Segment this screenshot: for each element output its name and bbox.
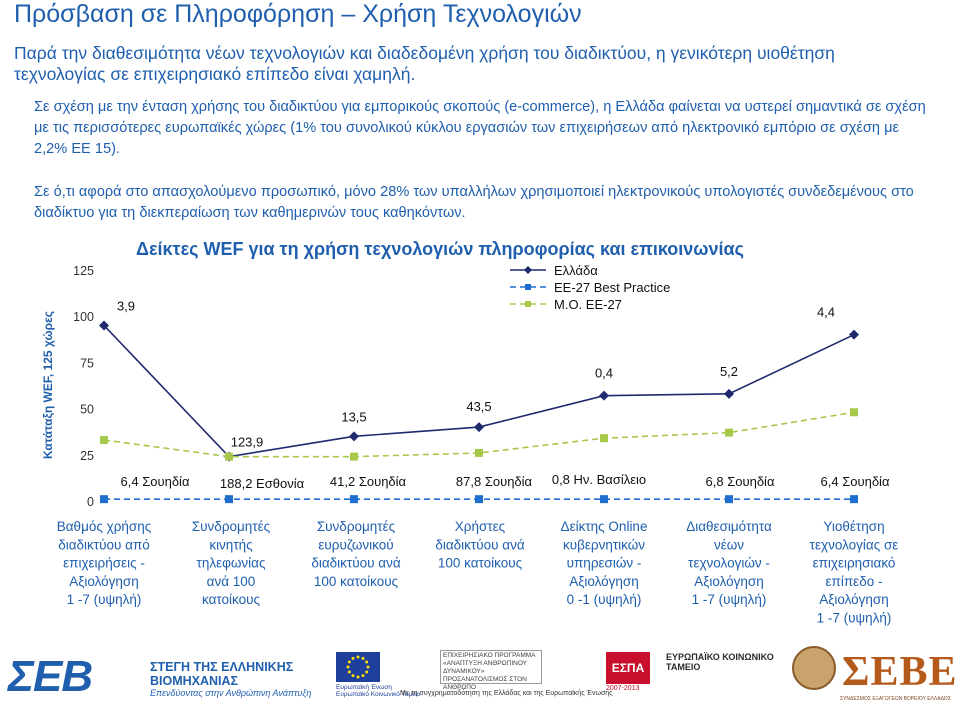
- series-point-3: [225, 453, 233, 461]
- category-label: 0 -1 (υψηλή): [566, 592, 642, 608]
- eu-star: [367, 666, 370, 669]
- eu-star: [362, 657, 365, 660]
- series-point-1: [724, 389, 734, 399]
- page-title: Πρόσβαση σε Πληροφόρηση – Χρήση Τεχνολογιών: [14, 0, 582, 28]
- eu-text-line-1: Ευρωπαϊκή Ένωση: [336, 684, 392, 691]
- category-label: Αξιολόγηση: [819, 592, 889, 608]
- series-point-2: [850, 495, 858, 503]
- page-subtitle: Παρά την διαθεσιμότητα νέων τεχνολογιών και διαδεδομένη χρήση του διαδικτύου, η γενικότερη υιοθέτηση τεχνολογίας σε επιχειρησιακό επίπεδο είναι χαμηλή.: [14, 43, 835, 84]
- y-tick-label: 50: [80, 402, 94, 417]
- eu-star: [352, 657, 355, 660]
- category-label: τεχνολογίας σε: [809, 537, 899, 553]
- series-point-2: [600, 495, 608, 503]
- category-label: επίπεδο -: [825, 573, 883, 589]
- category-label: Αξιολόγηση: [569, 573, 639, 589]
- eu-star: [365, 671, 368, 674]
- category-label: διαδικτύου από: [58, 537, 150, 553]
- category-label: ευρυζωνικού: [318, 537, 394, 553]
- y-axis-label: Κατάταξη WEF, 125 χώρες: [41, 310, 55, 460]
- series-point-3: [725, 429, 733, 437]
- series-point-1: [474, 422, 484, 432]
- y-tick-label: 75: [80, 356, 94, 371]
- best-practice-label: 87,8 Σουηδία: [455, 474, 533, 489]
- greece-data-label: 43,5: [466, 399, 492, 415]
- best-practice-label: 6,4 Σουηδία: [820, 474, 890, 489]
- series-point-3: [850, 408, 858, 416]
- category-label: 1 -7 (υψηλή): [816, 610, 892, 626]
- category-label: Δείκτης Online: [560, 519, 648, 534]
- sebe-logo: ΣΕΒΕ: [842, 649, 958, 695]
- category-label: κυβερνητικών: [562, 537, 646, 553]
- category-label: Διαθεσιμότητα: [686, 519, 772, 534]
- legend-label: Ελλάδα: [554, 263, 598, 278]
- seb-text-line-2: ΒΙΟΜΗΧΑΝΙΑΣ: [150, 674, 239, 688]
- category-label: νέων: [713, 537, 745, 553]
- eu-star: [348, 671, 351, 674]
- category-label: διαδικτύου ανά: [311, 555, 401, 571]
- eu-star: [352, 674, 355, 677]
- legend-marker: [525, 301, 531, 307]
- best-practice-label: 41,2 Σουηδία: [329, 474, 407, 489]
- category-label: Αξιολόγηση: [694, 573, 764, 589]
- seb-tagline: Επενδύοντας στην Ανθρώπινη Ανάπτυξη: [150, 688, 312, 698]
- category-label: διαδικτύου ανά: [435, 537, 525, 553]
- greece-data-label: 123,9: [230, 434, 264, 450]
- category-label: κατοίκους: [201, 592, 261, 608]
- greece-data-label: 5,2: [719, 363, 739, 379]
- eu-star: [362, 674, 365, 677]
- category-label: Αξιολόγηση: [69, 573, 139, 589]
- y-tick-label: 125: [73, 264, 94, 278]
- esf-logo-text: ΕΥΡΩΠΑΪΚΟ ΚΟΙΝΩΝΙΚΟ ΤΑΜΕΙΟ: [666, 652, 774, 672]
- eu-star: [348, 661, 351, 664]
- sebe-subtitle: ΣΥΝΔΕΣΜΟΣ ΕΞΑΓΩΓΕΩΝ ΒΟΡΕΙΟΥ ΕΛΛΑΔΟΣ: [840, 696, 951, 702]
- category-label: κινητής: [209, 537, 253, 553]
- y-tick-label: 25: [80, 448, 94, 463]
- legend-marker: [525, 284, 531, 290]
- greece-data-label: 13,5: [341, 409, 367, 425]
- series-point-2: [475, 495, 483, 503]
- espa-logo: ΕΣΠΑ: [606, 652, 650, 684]
- category-label: Συνδρομητές: [316, 519, 396, 534]
- category-label: Χρήστες: [454, 519, 506, 534]
- seb-logo-text: [150, 660, 293, 688]
- category-label: Υιοθέτηση: [823, 519, 885, 534]
- eu-stars-icon: [336, 652, 380, 682]
- seb-logo: ΣΕΒ: [8, 652, 93, 701]
- category-label: Συνδρομητές: [191, 519, 271, 534]
- seb-text-line-1: ΣΤΕΓΗ ΤΗΣ ΕΛΛΗΝΙΚΗΣ: [150, 660, 294, 674]
- greece-data-label: 3,9: [116, 298, 136, 314]
- series-line-1: [104, 325, 854, 456]
- paragraph-ecommerce: Σε σχέση με την ένταση χρήσης του διαδικτύου για εμπορικούς σκοπούς (e-commerce), η Ελλάδα φαίνεται να υστερεί σημαντικά σε σχέση με τις περισσότερες ευρωπαϊκές χώρες (1% του συνολικού κύκλου εργασιών των επιχειρήσεων από ηλεκτρονικό εμπόριο σε σχέση με 2,2% ΕΕ 15).: [34, 99, 926, 157]
- legend-marker: [524, 266, 532, 274]
- series-point-3: [100, 436, 108, 444]
- category-label: υπηρεσιών -: [566, 555, 642, 571]
- series-point-1: [349, 431, 359, 441]
- best-practice-label: 6,4 Σουηδία: [120, 474, 190, 489]
- sebe-emblem-icon: [792, 646, 836, 690]
- category-label: 100 κατοίκους: [313, 573, 399, 589]
- best-practice-label: 6,8 Σουηδία: [705, 474, 775, 489]
- series-point-3: [475, 449, 483, 457]
- series-point-2: [100, 495, 108, 503]
- series-point-2: [225, 495, 233, 503]
- best-practice-label: 188,2 Εσθονία: [219, 476, 305, 491]
- category-label: τηλεφωνίας: [196, 555, 266, 571]
- eu-flag-icon: [336, 652, 380, 682]
- series-point-3: [600, 434, 608, 442]
- cofund-text: Με τη συγχρηματοδότηση της Ελλάδας και της Ευρωπαϊκής Ένωσης: [400, 690, 613, 697]
- series-point-3: [350, 453, 358, 461]
- eu-star: [347, 666, 350, 669]
- category-label: 1 -7 (υψηλή): [66, 592, 142, 608]
- category-label: 100 κατοίκους: [437, 555, 523, 571]
- category-label: τεχνολογιών -: [688, 555, 770, 571]
- series-point-1: [849, 330, 859, 340]
- chart-title: Δείκτες WEF για τη χρήση τεχνολογιών πληροφορίας και επικοινωνίας: [136, 239, 744, 259]
- y-tick-label: 100: [73, 310, 94, 325]
- series-point-2: [725, 495, 733, 503]
- category-label: ανά 100: [206, 573, 256, 589]
- paragraph-employees: Σε ό,τι αφορά στο απασχολούμενο προσωπικό, μόνο 28% των υπαλλήλων χρησιμοποιεί ηλεκτρονικούς υπολογιστές συνδεδεμένους στο διαδίκτυο για τη διεκπεραίωση των καθημερινών τους καθηκόντων.: [34, 184, 914, 221]
- eu-star: [357, 656, 360, 659]
- category-label: επιχειρησιακό: [812, 555, 896, 571]
- eu-star: [365, 661, 368, 664]
- greece-data-label: 4,4: [816, 304, 836, 320]
- espa-years: 2007-2013: [606, 685, 640, 692]
- eu-text-line-2: Ευρωπαϊκό Κοινωνικό Ταμείο: [336, 691, 421, 698]
- category-label: επιχειρήσεις -: [63, 555, 145, 571]
- y-tick-label: 0: [87, 495, 94, 509]
- best-practice-label: 0,8 Ην. Βασίλειο: [551, 472, 647, 487]
- category-label: Βαθμός χρήσης: [56, 519, 152, 534]
- footer-logos: [0, 640, 960, 701]
- legend-label: Μ.Ο. ΕΕ-27: [554, 297, 622, 312]
- series-point-2: [350, 495, 358, 503]
- series-point-1: [599, 391, 609, 401]
- ep-programme-logo: ΕΠΙΧΕΙΡΗΣΙΑΚΟ ΠΡΟΓΡΑΜΜΑ «ΑΝΑΠΤΥΞΗ ΑΝΘΡΩΠΙΝΟΥ ΔΥΝΑΜΙΚΟΥ» ΠΡΟΣΑΝΑΤΟΛΙΣΜΟΣ ΣΤΟΝ ΑΝΘΡΩΠΟ: [440, 650, 542, 684]
- category-label: 1 -7 (υψηλή): [691, 592, 767, 608]
- legend-label: ΕΕ-27 Best Practice: [554, 280, 671, 295]
- greece-data-label: 0,4: [594, 365, 614, 381]
- eu-star: [357, 676, 360, 679]
